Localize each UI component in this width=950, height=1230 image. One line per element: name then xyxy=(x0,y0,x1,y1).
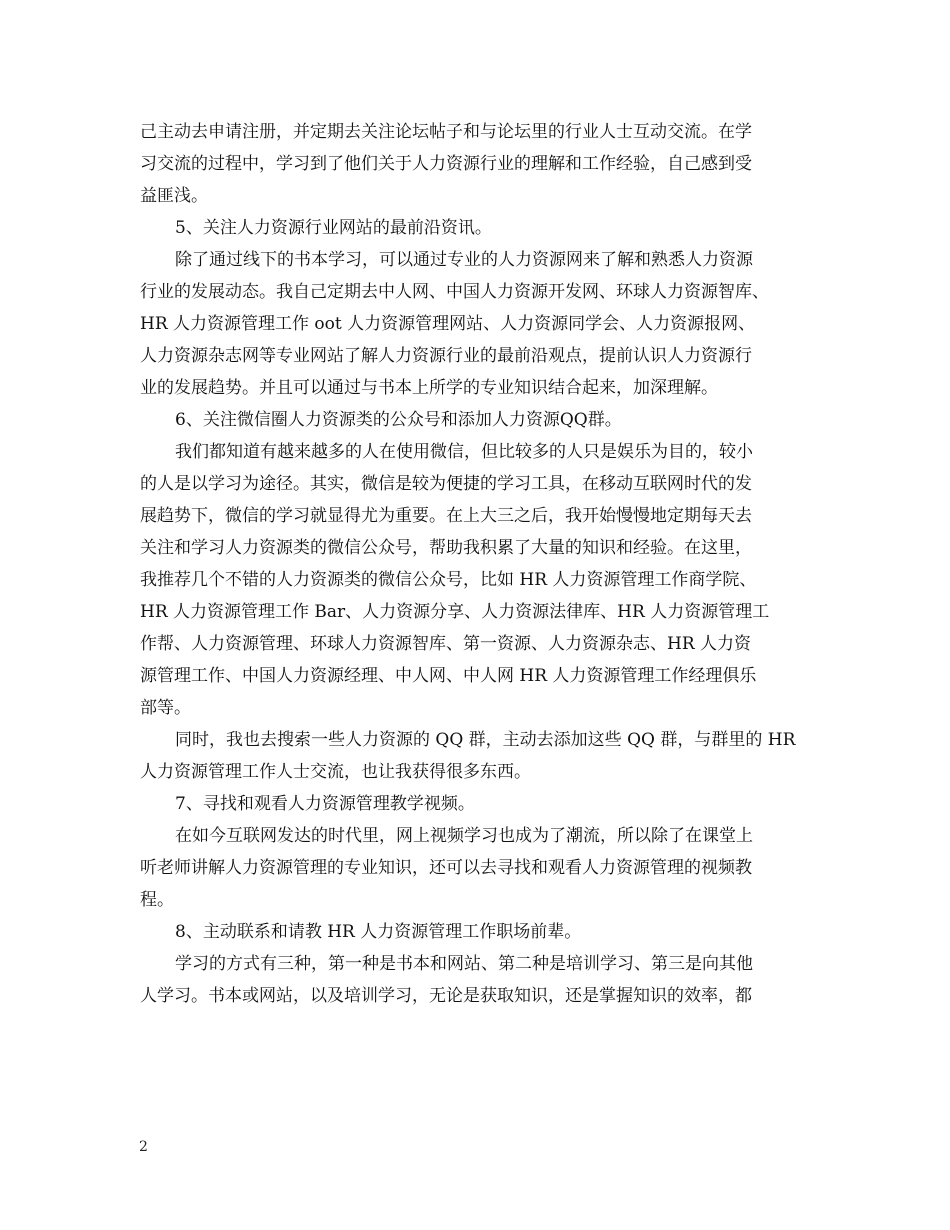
document-body xyxy=(140,116,820,1012)
text-line: 7、寻找和观看人力资源管理教学视频。 xyxy=(175,794,475,814)
text-line: 5、关注人力资源行业网站的最前沿资讯。 xyxy=(175,218,492,238)
text-line: 展趋势下，微信的学习就显得尤为重要。在上大三之后，我开始慢慢地定期每天去 xyxy=(140,506,752,526)
text-line: 听老师讲解人力资源管理的专业知识，还可以去寻找和观看人力资源管理的视频教 xyxy=(140,858,752,878)
text-line: 源管理工作、中国人力资源经理、中人网、中人网 HR 人力资源管理工作经理俱乐 xyxy=(140,666,757,686)
text-line: 习交流的过程中，学习到了他们关于人力资源行业的理解和工作经验，自己感到受 xyxy=(140,154,752,174)
text-line: 的人是以学习为途径。其实，微信是较为便捷的学习工具，在移动互联网时代的发 xyxy=(140,474,752,494)
text-line: 益匪浅。 xyxy=(140,186,208,206)
text-line: 除了通过线下的书本学习，可以通过专业的人力资源网来了解和熟悉人力资源 xyxy=(175,250,753,270)
text-line: 人学习。书本或网站，以及培训学习，无论是获取知识，还是掌握知识的效率，都 xyxy=(140,986,752,1006)
text-line: 程。 xyxy=(140,890,174,910)
text-line: 己主动去申请注册，并定期去关注论坛帖子和与论坛里的行业人士互动交流。在学 xyxy=(140,122,752,142)
text-line: 学习的方式有三种，第一种是书本和网站、第二种是培训学习、第三是向其他 xyxy=(175,954,753,974)
text-line: 人力资源管理工作人士交流，也让我获得很多东西。 xyxy=(140,762,531,782)
text-line: 人力资源杂志网等专业网站了解人力资源行业的最前沿观点，提前认识人力资源行 xyxy=(140,346,752,366)
text-line: 关注和学习人力资源类的微信公众号，帮助我积累了大量的知识和经验。在这里， xyxy=(140,538,752,558)
text-line: 8、主动联系和请教 HR 人力资源管理工作职场前辈。 xyxy=(175,922,582,942)
text-line: 在如今互联网发达的时代里，网上视频学习也成为了潮流，所以除了在课堂上 xyxy=(175,826,753,846)
text-line: HR 人力资源管理工作 Bar、人力资源分享、人力资源法律库、HR 人力资源管理工 xyxy=(140,602,770,622)
text-line: 我推荐几个不错的人力资源类的微信公众号，比如 HR 人力资源管理工作商学院、 xyxy=(140,570,757,590)
text-line: 作帮、人力资源管理、环球人力资源智库、第一资源、人力资源杂志、HR 人力资 xyxy=(140,634,752,654)
page-number: 2 xyxy=(139,1139,148,1155)
text-line: HR 人力资源管理工作 oot 人力资源管理网站、人力资源同学会、人力资源报网、 xyxy=(140,314,756,334)
text-line: 业的发展趋势。并且可以通过与书本上所学的专业知识结合起来，加深理解。 xyxy=(140,378,718,398)
text-line: 行业的发展动态。我自己定期去中人网、中国人力资源开发网、环球人力资源智库、 xyxy=(140,282,769,302)
text-line: 部等。 xyxy=(140,698,191,718)
text-line: 同时，我也去搜索一些人力资源的 QQ 群，主动去添加这些 QQ 群，与群里的 HR xyxy=(175,730,796,750)
text-line: 我们都知道有越来越多的人在使用微信，但比较多的人只是娱乐为目的，较小 xyxy=(175,442,753,462)
text-line: 6、关注微信圈人力资源类的公众号和添加人力资源QQ群。 xyxy=(175,410,622,430)
